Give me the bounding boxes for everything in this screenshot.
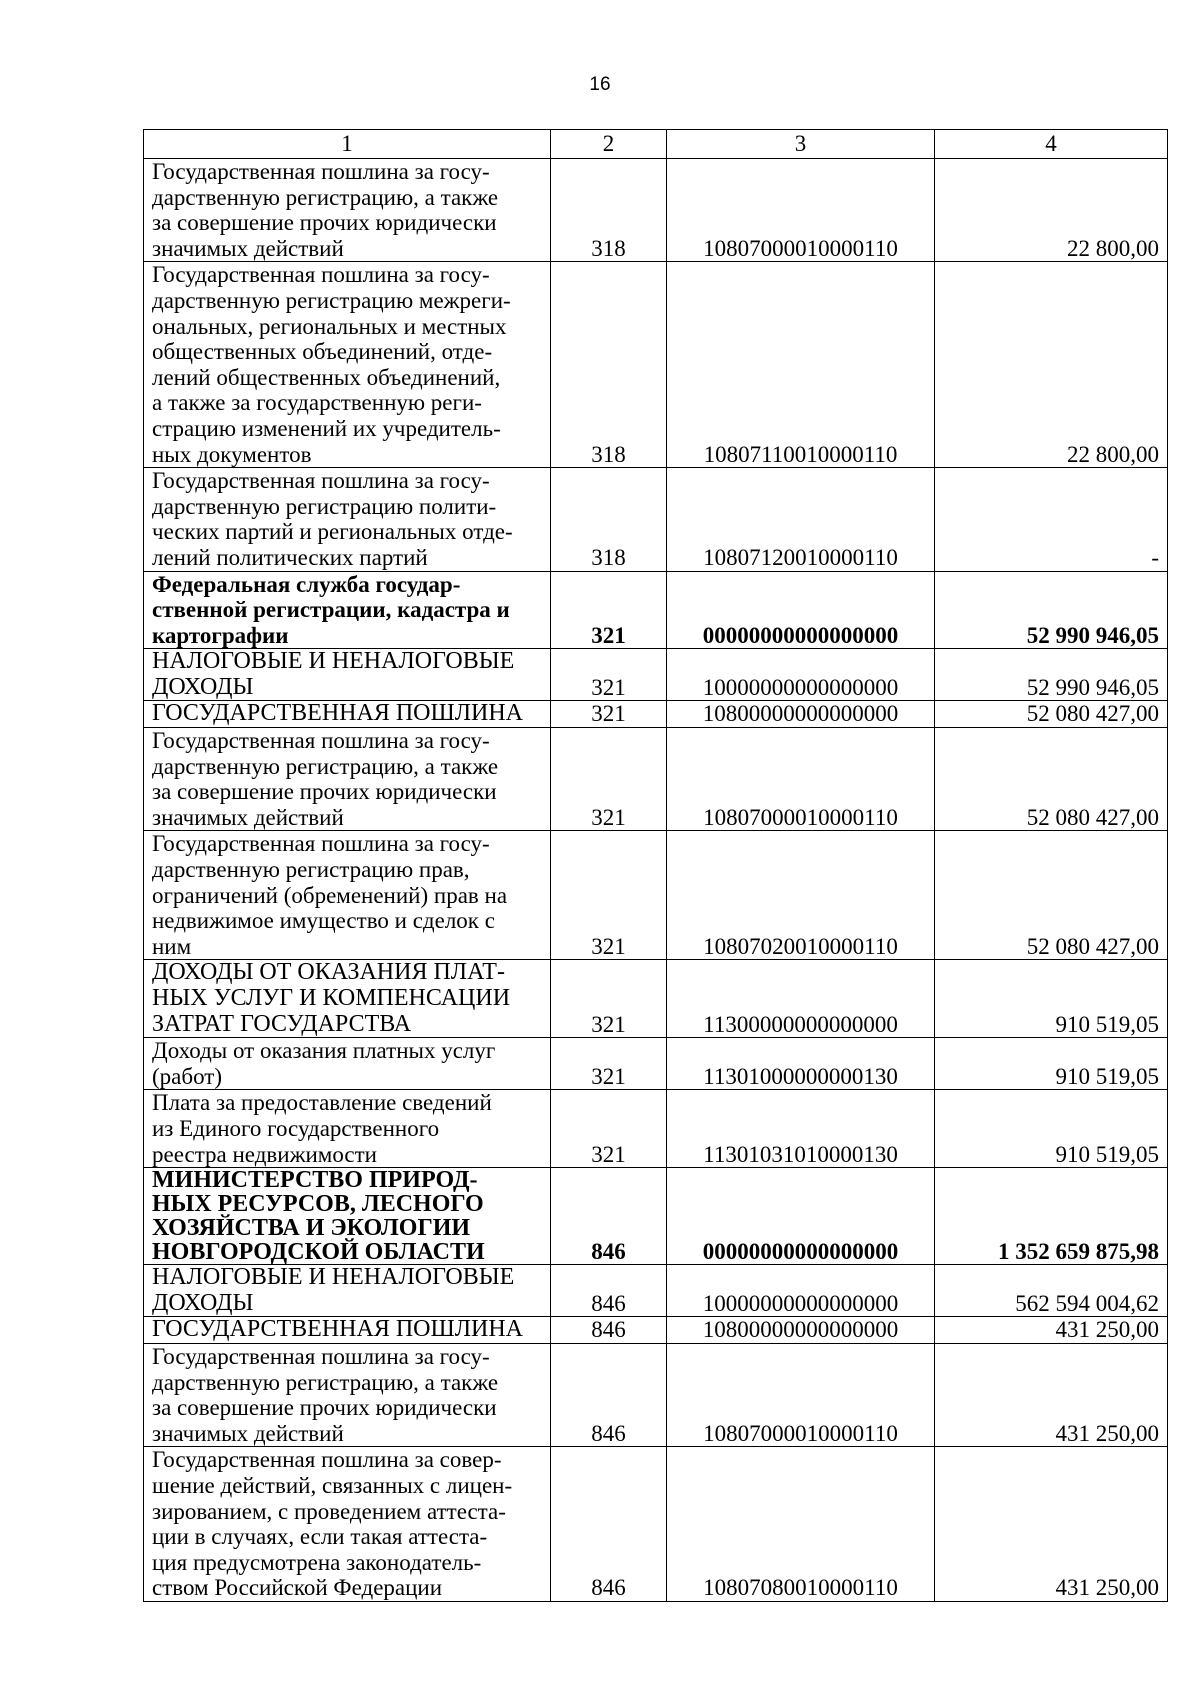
admin-code-cell: 318 [551,468,667,571]
revenue-name-line: недвижимое имущество и сделок с [152,908,495,934]
table-row [144,1038,1168,1090]
amount-cell: 910 519,05 [935,1038,1168,1090]
revenue-name-line: НЫХ УСЛУГ И КОМПЕНСАЦИИ [152,985,511,1011]
revenue-name-line: Федеральная служба государ- [152,571,461,597]
revenue-name-line: значимых действий [152,235,344,261]
revenue-name-line: ции в случаях, если такая аттеста- [152,1524,488,1550]
revenue-name-line: за совершение прочих юридически [152,779,497,805]
table-row [144,1317,1168,1344]
table-row [144,571,1168,649]
revenue-name-line: Государственная пошлина за госу- [152,1343,490,1369]
table-row [144,1090,1168,1168]
admin-code-cell: 321 [551,960,667,1038]
amount-cell: 431 250,00 [935,1343,1168,1446]
budget-classification-code-cell: 11301000000000130 [667,1038,935,1090]
amount-cell: 431 250,00 [935,1447,1168,1602]
budget-classification-code-cell: 10807000010000110 [667,159,935,262]
admin-code-cell: 321 [551,649,667,701]
revenue-name-line: значимых действий [152,804,344,830]
table-row [144,1265,1168,1317]
admin-code-cell: 846 [551,1168,667,1265]
amount-cell: 1 352 659 875,98 [935,1168,1168,1265]
budget-classification-code-cell: 11301031010000130 [667,1090,935,1168]
revenue-name-line: зированием, с проведением аттеста- [152,1498,506,1524]
revenue-name-cell [144,1090,551,1168]
budget-classification-code-cell: 10807110010000110 [667,262,935,468]
amount-cell: 22 800,00 [935,159,1168,262]
table-row [144,649,1168,701]
revenue-name-line: общественных объединений, отде- [152,339,493,365]
budget-classification-code-cell: 10000000000000000 [667,1265,935,1317]
amount-cell: 52 990 946,05 [935,571,1168,649]
table-row [144,1168,1168,1265]
admin-code-cell: 318 [551,159,667,262]
revenue-name-line: шение действий, связанных с лицен- [152,1472,513,1498]
revenue-name-line: НАЛОГОВЫЕ И НЕНАЛОГОВЫЕ [152,1264,515,1291]
revenue-name-cell [144,1317,551,1344]
revenue-name-line: ция предусмотрена законодатель- [152,1549,482,1575]
revenue-name-cell [144,1343,551,1446]
revenue-name-cell [144,649,551,701]
table-row [144,159,1168,262]
budget-classification-code-cell: 10807000010000110 [667,728,935,831]
revenue-name-line: НЫХ РЕСУРСОВ, ЛЕСНОГО [152,1191,484,1218]
table-header-row [144,130,1168,159]
admin-code-cell: 318 [551,262,667,468]
table-row [144,1447,1168,1602]
budget-classification-code-cell: 10807000010000110 [667,1343,935,1446]
revenue-name-line: Доходы от оказания платных услуг [152,1038,496,1064]
revenue-name-line: ДОХОДЫ ОТ ОКАЗАНИЯ ПЛАТ- [152,959,505,986]
page-number: 16 [589,74,611,95]
admin-code-cell: 321 [551,728,667,831]
column-header-1: 1 [144,130,551,159]
revenue-name-line: за совершение прочих юридически [152,210,497,236]
revenue-name-cell [144,468,551,571]
revenue-name-cell [144,728,551,831]
revenue-name-line: ним [152,933,192,959]
admin-code-cell: 846 [551,1447,667,1602]
revenue-name-line: ДОХОДЫ [152,673,254,700]
admin-code-cell: 321 [551,571,667,649]
admin-code-cell: 846 [551,1317,667,1344]
budget-classification-code-cell: 10000000000000000 [667,649,935,701]
revenue-name-line: ческих партий и региональных отде- [152,519,513,545]
amount-cell: 52 080 427,00 [935,831,1168,960]
amount-cell: 431 250,00 [935,1317,1168,1344]
column-header-2: 2 [551,130,667,159]
amount-cell: 52 080 427,00 [935,728,1168,831]
budget-classification-code-cell: 11300000000000000 [667,960,935,1038]
column-header-4: 4 [935,130,1168,159]
table-row [144,728,1168,831]
revenue-name-line: НАЛОГОВЫЕ И НЕНАЛОГОВЫЕ [152,648,515,675]
table-row [144,1343,1168,1446]
revenue-name-cell [144,571,551,649]
revenue-name-line: ством Российской Федерации [152,1575,443,1601]
revenue-name-line: картографии [152,622,289,648]
revenue-name-cell [144,831,551,960]
amount-cell: 910 519,05 [935,960,1168,1038]
revenue-name-line: (работ) [152,1063,222,1089]
budget-classification-code-cell: 10800000000000000 [667,701,935,728]
revenue-name-cell [144,1168,551,1265]
revenue-name-line: Государственная пошлина за госу- [152,468,490,494]
revenue-name-line: Государственная пошлина за госу- [152,262,490,288]
revenue-name-line: дарственную регистрацию, а также [152,184,499,210]
revenue-name-line: дарственную регистрацию межреги- [152,287,511,313]
budget-classification-code-cell: 10800000000000000 [667,1317,935,1344]
revenue-name-line: лений общественных объединений, [152,364,501,390]
admin-code-cell: 846 [551,1265,667,1317]
revenue-name-line: из Единого государственного [152,1115,440,1141]
amount-cell: 52 990 946,05 [935,649,1168,701]
revenue-name-line: дарственную регистрацию прав, [152,857,470,883]
revenue-name-line: ХОЗЯЙСТВА И ЭКОЛОГИИ [152,1215,471,1242]
admin-code-cell: 321 [551,1038,667,1090]
budget-classification-code-cell: 10807080010000110 [667,1447,935,1602]
revenue-name-line: ограничений (обременений) прав на [152,882,508,908]
revenue-name-line: МИНИСТЕРСТВО ПРИРОД- [152,1167,478,1194]
revenue-name-cell [144,960,551,1038]
revenue-name-line: ГОСУДАРСТВЕННАЯ ПОШЛИНА [152,1316,523,1343]
amount-cell: 562 594 004,62 [935,1265,1168,1317]
budget-classification-code-cell: 00000000000000000 [667,1168,935,1265]
revenue-name-line: ственной регистрации, кадастра и [152,597,510,623]
column-header-3: 3 [667,130,935,159]
revenue-name-line: ГОСУДАРСТВЕННАЯ ПОШЛИНА [152,700,523,727]
revenue-name-cell [144,701,551,728]
revenue-name-line: дарственную регистрацию, а также [152,753,499,779]
revenue-name-line: ных документов [152,441,312,467]
revenue-name-cell [144,1038,551,1090]
admin-code-cell: 321 [551,701,667,728]
admin-code-cell: 846 [551,1343,667,1446]
revenue-name-line: ональных, региональных и местных [152,313,507,339]
table-row [144,468,1168,571]
revenue-name-cell [144,1447,551,1602]
revenue-name-line: Государственная пошлина за госу- [152,728,490,754]
revenue-name-line: за совершение прочих юридически [152,1395,497,1421]
revenue-name-cell [144,159,551,262]
table-row [144,831,1168,960]
admin-code-cell: 321 [551,831,667,960]
table-row [144,960,1168,1038]
revenue-name-line: НОВГОРОДСКОЙ ОБЛАСТИ [152,1239,485,1266]
budget-classification-code-cell: 00000000000000000 [667,571,935,649]
revenue-name-line: Плата за предоставление сведений [152,1090,492,1116]
amount-cell: 52 080 427,00 [935,701,1168,728]
revenue-name-line: дарственную регистрацию, а также [152,1369,499,1395]
budget-classification-code-cell: 10807120010000110 [667,468,935,571]
amount-cell: - [935,468,1168,571]
revenue-name-cell [144,1265,551,1317]
revenue-table [143,129,1168,1602]
revenue-name-line: Государственная пошлина за госу- [152,831,490,857]
revenue-name-line: лений политических партий [152,544,428,570]
table-row [144,262,1168,468]
revenue-name-line: страцию изменений их учредитель- [152,415,501,441]
revenue-name-cell [144,262,551,468]
revenue-name-line: реестра недвижимости [152,1141,377,1167]
revenue-name-line: значимых действий [152,1420,344,1446]
amount-cell: 22 800,00 [935,262,1168,468]
table-body [144,159,1168,1602]
table-row [144,701,1168,728]
revenue-name-line: а также за государственную реги- [152,390,482,416]
revenue-name-line: Государственная пошлина за совер- [152,1447,502,1473]
budget-classification-code-cell: 10807020010000110 [667,831,935,960]
admin-code-cell: 321 [551,1090,667,1168]
revenue-name-line: дарственную регистрацию полити- [152,493,497,519]
revenue-name-line: ЗАТРАТ ГОСУДАРСТВА [152,1010,412,1037]
revenue-name-line: Государственная пошлина за госу- [152,159,490,184]
amount-cell: 910 519,05 [935,1090,1168,1168]
revenue-name-line: ДОХОДЫ [152,1289,254,1316]
